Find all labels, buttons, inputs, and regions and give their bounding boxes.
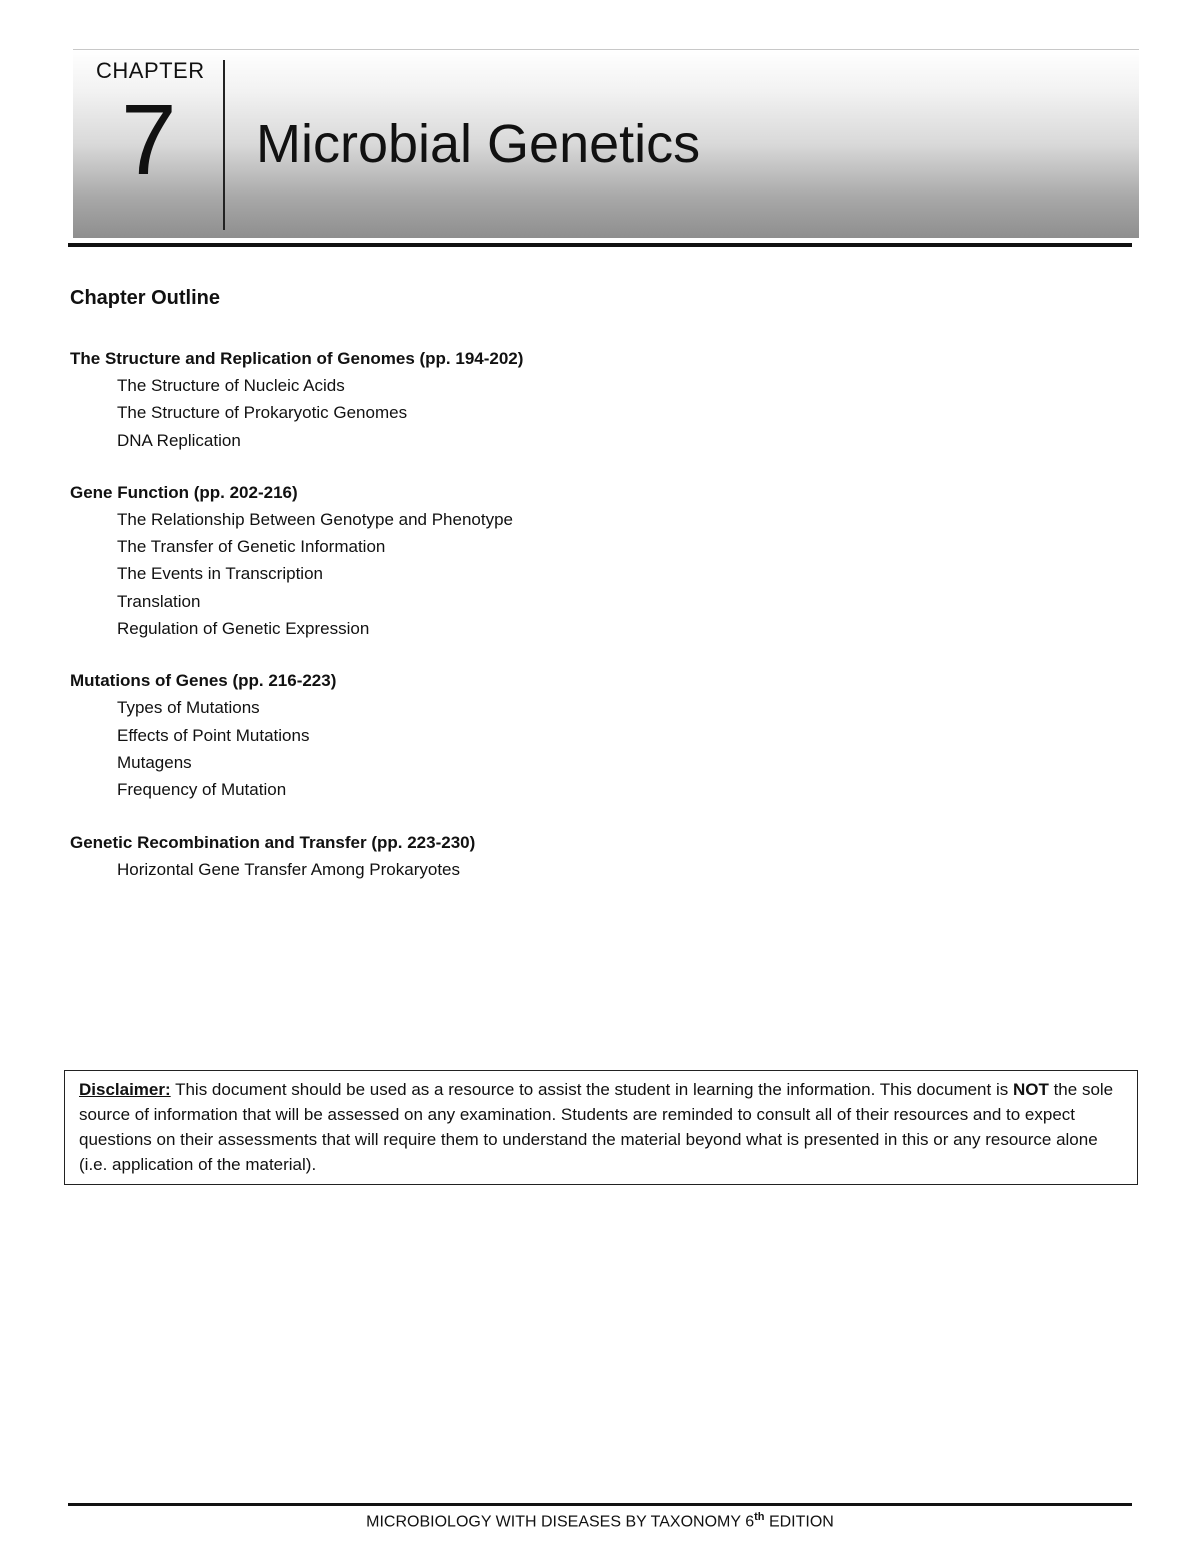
chapter-banner [73, 49, 1139, 238]
subtopic-item: Types of Mutations [117, 698, 260, 718]
subtopic-item: The Structure of Prokaryotic Genomes [117, 403, 408, 423]
subtopic-item: Effects of Point Mutations [117, 725, 310, 745]
subtopic-item: The Transfer of Genetic Information [117, 537, 386, 557]
subtopic-item: The Relationship Between Genotype and Phenotype [117, 509, 513, 529]
subtopic-item: Translation [117, 591, 201, 611]
subtopic-item: Regulation of Genetic Expression [117, 619, 370, 639]
chapter-number: 7 [121, 84, 177, 196]
subtopic-item: Frequency of Mutation [117, 780, 287, 800]
footer-suffix: EDITION [764, 1513, 834, 1531]
disclaimer-text: the sole source of information that will be assessed on any examination. Students are reminded to consult all of their resources and to expect questions on their assessments that will require them to understand the material beyond what is presented in this or any resource alone (i.e. application of the material). [79, 1080, 1114, 1174]
outline-section [70, 345, 970, 454]
disclaimer-text: This document should be used as a resource to assist the student in learning the information. This document is [170, 1080, 1013, 1099]
footer-rule [68, 1503, 1132, 1506]
footer-superscript: th [754, 1511, 765, 1523]
subtopic-item: DNA Replication [117, 430, 241, 450]
chapter-title: Microbial Genetics [256, 114, 701, 174]
page-footer [0, 1511, 1200, 1531]
subtopic-item: The Structure of Nucleic Acids [117, 376, 345, 395]
disclaimer-label: Disclaimer: [79, 1080, 171, 1099]
outline-section [70, 667, 970, 803]
section-title: Genetic Recombination and Transfer (pp. 223-230) [70, 832, 476, 852]
outline-heading: Chapter Outline [70, 287, 221, 309]
section-title: The Structure and Replication of Genomes (pp. 194-202) [70, 349, 524, 368]
chapter-outline [70, 345, 970, 908]
header-rule [68, 243, 1132, 247]
section-title: Mutations of Genes (pp. 216-223) [70, 671, 337, 691]
disclaimer-box [64, 1070, 1138, 1185]
banner-divider [223, 60, 225, 230]
subtopic-item: Mutagens [117, 752, 192, 772]
subtopic-item: The Events in Transcription [117, 564, 323, 584]
subtopic-item: Horizontal Gene Transfer Among Prokaryotes [117, 859, 460, 879]
outline-section [70, 829, 970, 883]
disclaimer-emphasis: NOT [1012, 1080, 1049, 1099]
section-title: Gene Function (pp. 202-216) [70, 482, 298, 502]
outline-section [70, 479, 970, 642]
footer-title: MICROBIOLOGY WITH DISEASES BY TAXONOMY 6 [366, 1513, 755, 1531]
chapter-label: CHAPTER [96, 58, 205, 83]
